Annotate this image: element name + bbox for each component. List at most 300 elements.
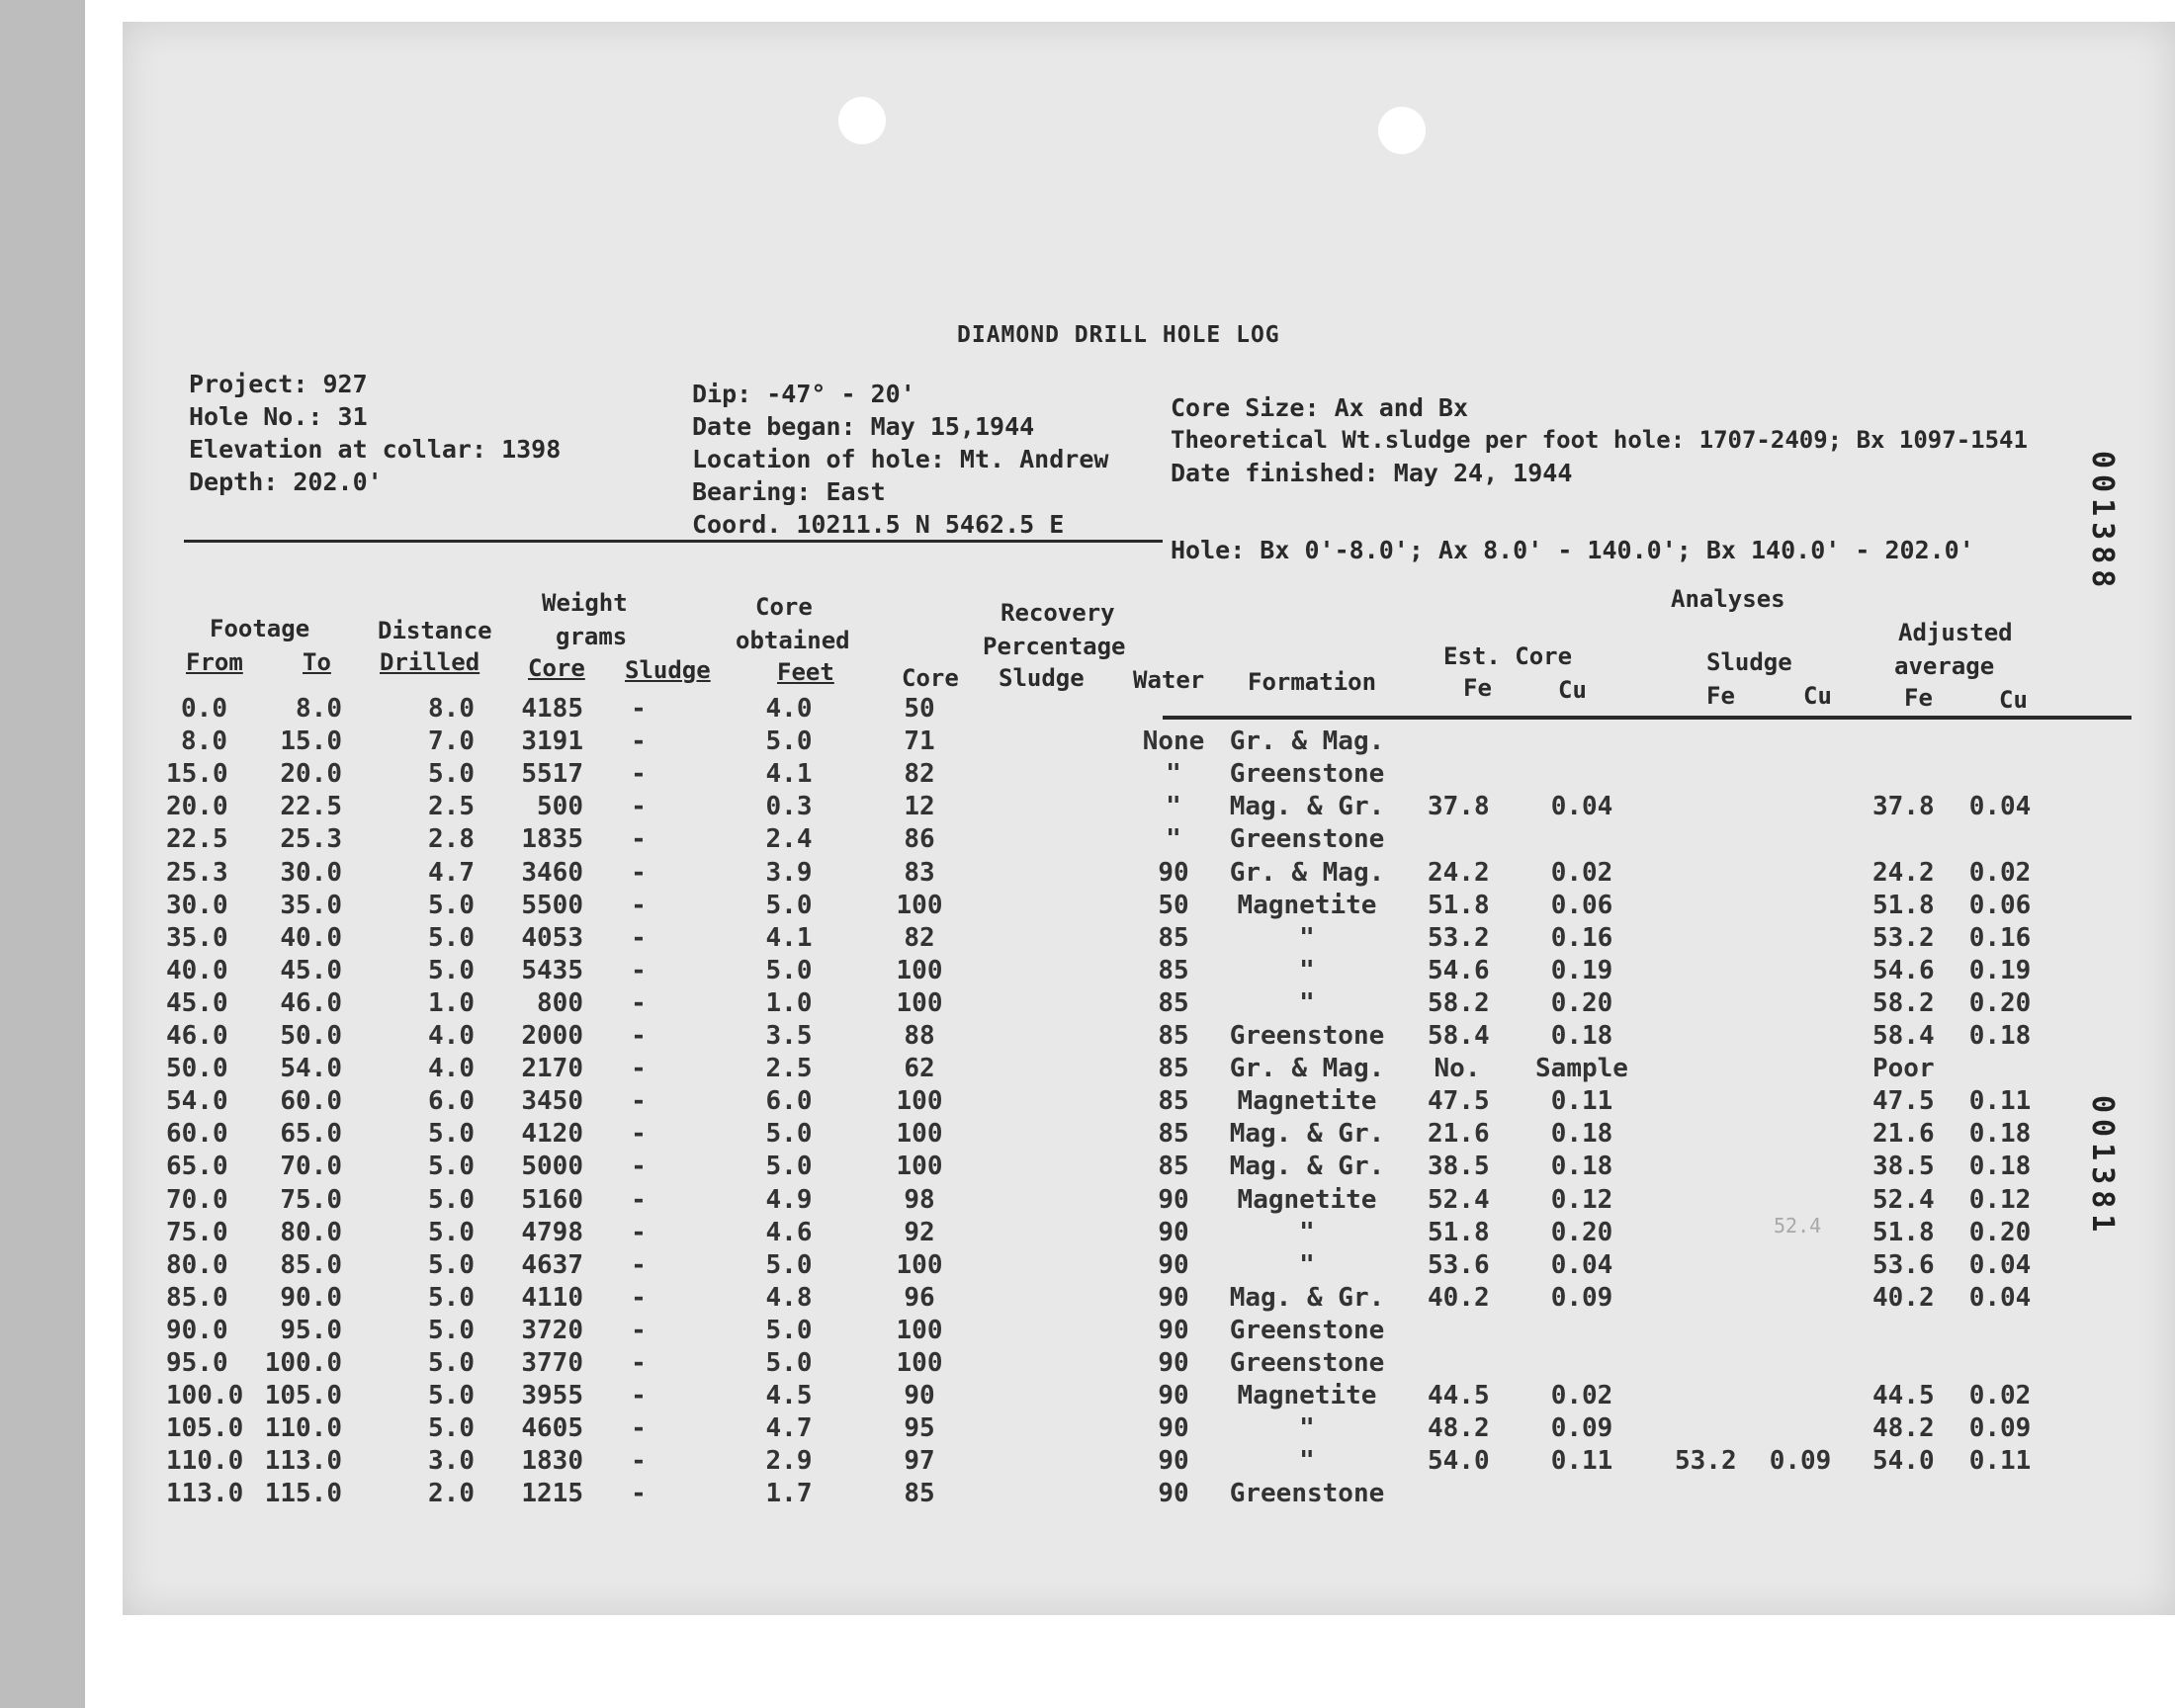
col-to: To [303,648,331,676]
cell-distance: 8.0 [428,694,475,724]
cell-distance: 5.0 [428,1348,475,1378]
col-recovery-core: Core [902,664,959,692]
cell-est-cu: 0.18 [1550,1119,1613,1150]
cell-est-fe: 58.2 [1428,987,1490,1018]
cell-weight-sludge: - [631,726,647,757]
cell-weight-sludge: - [631,1282,647,1313]
cell-est-cu: 0.09 [1550,1282,1613,1313]
cell-adjusted-cu: 0.04 [1968,1249,2032,1280]
cell-weight-sludge: - [631,890,647,920]
cell-formation: Magnetite [1237,1086,1377,1117]
cell-recovery-core: 82 [904,922,935,953]
theoretical-weight-line: Theoretical Wt.sludge per foot hole: 1707-2409; Bx 1097-1541 [1171,426,2028,454]
cell-est-cu: 0.06 [1550,890,1613,920]
cell-est-fe: 24.2 [1428,857,1490,888]
cell-water: 90 [1158,1446,1189,1477]
cell-weight-core: 1215 [521,1479,583,1509]
cell-formation: " [1299,955,1315,985]
cell-formation: Gr. & Mag. [1229,857,1385,888]
cell-core-feet: 5.0 [765,726,813,757]
cell-adjusted-cu: 0.04 [1968,792,2032,822]
cell-water: " [1166,792,1181,822]
cell-adjusted-fe: 24.2 [1872,857,1935,888]
cell-formation: Magnetite [1237,890,1377,920]
header-left [189,368,561,498]
cell-weight-core: 500 [537,792,583,822]
cell-weight-sludge: - [631,955,647,985]
cell-weight-core: 3450 [521,1086,583,1117]
cell-water: 90 [1158,1217,1189,1247]
cell-core-feet: 4.6 [765,1217,813,1247]
cell-distance: 5.0 [428,759,475,790]
cell-from: 30.0 [166,890,228,920]
col-feet: Feet [777,658,834,686]
cell-adjusted-fe: 54.0 [1872,1446,1935,1477]
cell-distance: 2.5 [428,792,475,822]
cell-distance: 5.0 [428,1249,475,1280]
faint-note: 52.4 [1774,1214,1822,1238]
cell-adjusted-fe: 58.4 [1872,1021,1935,1051]
cell-core-feet: 4.1 [765,922,813,953]
cell-water: 90 [1158,1479,1189,1509]
cell-adjusted-fe: 51.8 [1872,1217,1935,1247]
cell-from: 22.5 [166,824,228,855]
col-adjusted-cu: Cu [1999,686,2028,714]
cell-from: 110.0 [166,1446,244,1477]
cell-adjusted-cu: 0.20 [1968,987,2032,1018]
cell-water: 85 [1158,1054,1189,1084]
cell-to: 22.5 [280,792,342,822]
col-core-obtained-1: Core [755,593,813,621]
cell-weight-sludge: - [631,1184,647,1215]
cell-recovery-core: 100 [896,1348,943,1378]
cell-adjusted-fe: 40.2 [1872,1282,1935,1313]
cell-core-feet: 2.4 [765,824,813,855]
cell-core-feet: 5.0 [765,1152,813,1182]
cell-from: 70.0 [166,1184,228,1215]
cell-formation: Mag. & Gr. [1229,1119,1385,1150]
cell-adjusted-cu: 0.12 [1968,1184,2032,1215]
cell-to: 113.0 [264,1446,342,1477]
bearing-line: Bearing: East [692,477,886,506]
cell-core-feet: 2.5 [765,1054,813,1084]
cell-from: 25.3 [166,857,228,888]
cell-distance: 5.0 [428,1315,475,1345]
cell-core-feet: 3.9 [765,857,813,888]
cell-from: 85.0 [166,1282,228,1313]
table-row [0,1086,2175,1119]
table-row [0,1446,2175,1479]
cell-formation: Greenstone [1229,1348,1385,1378]
cell-distance: 2.8 [428,824,475,855]
cell-to: 75.0 [280,1184,342,1215]
cell-recovery-core: 50 [904,694,935,724]
table-row [0,1152,2175,1184]
cell-core-feet: 6.0 [765,1086,813,1117]
date-finished-line: Date finished: May 24, 1944 [1171,459,1573,487]
cell-est-cu: 0.18 [1550,1021,1613,1051]
cell-from: 100.0 [166,1381,244,1411]
cell-est-fe: 40.2 [1428,1282,1490,1313]
table-row [0,726,2175,759]
cell-est-fe: 58.4 [1428,1021,1490,1051]
cell-recovery-core: 96 [904,1282,935,1313]
cell-adjusted-cu: 0.18 [1968,1021,2032,1051]
cell-to: 85.0 [280,1249,342,1280]
table-row [0,923,2175,956]
cell-to: 45.0 [280,955,342,985]
cell-core-feet: 2.9 [765,1446,813,1477]
cell-water: 85 [1158,987,1189,1018]
cell-weight-sludge: - [631,1381,647,1411]
cell-weight-core: 4798 [521,1217,583,1247]
cell-adjusted-fe: 58.2 [1872,987,1935,1018]
cell-to: 8.0 [296,694,342,724]
cell-recovery-core: 100 [896,1249,943,1280]
table-row [0,1250,2175,1283]
cell-weight-sludge: - [631,1152,647,1182]
cell-adjusted-cu: 0.11 [1968,1086,2032,1117]
hole-sizes-line: Hole: Bx 0'-8.0'; Ax 8.0' - 140.0'; Bx 140.0' - 202.0' [1171,536,1974,564]
cell-weight-sludge: - [631,922,647,953]
table-row [0,1479,2175,1511]
cell-weight-core: 4110 [521,1282,583,1313]
table-row [0,858,2175,891]
cell-adjusted-fe: 37.8 [1872,792,1935,822]
punch-hole-right [1378,107,1426,154]
cell-recovery-core: 92 [904,1217,935,1247]
cell-adjusted-cu: 0.18 [1968,1119,2032,1150]
cell-est-cu: 0.04 [1550,792,1613,822]
cell-weight-sludge: - [631,694,647,724]
cell-adjusted-fe: 47.5 [1872,1086,1935,1117]
cell-formation: " [1299,922,1315,953]
cell-adjusted-fe: 53.6 [1872,1249,1935,1280]
cell-to: 110.0 [264,1413,342,1444]
cell-recovery-core: 100 [896,890,943,920]
dip-line: Dip: -47° - 20' [692,380,915,408]
cell-weight-core: 1835 [521,824,583,855]
cell-weight-core: 4637 [521,1249,583,1280]
table-row [0,988,2175,1021]
cell-distance: 5.0 [428,955,475,985]
cell-est-cu: 0.09 [1550,1413,1613,1444]
cell-est-fe: 53.6 [1428,1249,1490,1280]
cell-water: 50 [1158,890,1189,920]
cell-from: 20.0 [166,792,228,822]
cell-adjusted-cu: 0.06 [1968,890,2032,920]
cell-weight-core: 4120 [521,1119,583,1150]
cell-weight-core: 3770 [521,1348,583,1378]
cell-core-feet: 3.5 [765,1021,813,1051]
cell-water: 85 [1158,1119,1189,1150]
cell-recovery-core: 100 [896,1119,943,1150]
cell-est-fe: 52.4 [1428,1184,1490,1215]
cell-recovery-core: 71 [904,726,935,757]
cell-est-cu: 0.11 [1550,1446,1613,1477]
cell-core-feet: 5.0 [765,1249,813,1280]
cell-recovery-core: 97 [904,1446,935,1477]
cell-weight-sludge: - [631,1217,647,1247]
cell-weight-core: 5500 [521,890,583,920]
cell-adjusted-cu: 0.18 [1968,1152,2032,1182]
cell-weight-core: 1830 [521,1446,583,1477]
cell-weight-sludge: - [631,824,647,855]
col-weight-core: Core [528,654,585,682]
cell-core-feet: 5.0 [765,955,813,985]
cell-est-fe: No. [1434,1054,1481,1084]
cell-adjusted-fe: 48.2 [1872,1413,1935,1444]
punch-hole-left [838,97,886,144]
cell-to: 100.0 [264,1348,342,1378]
cell-from: 40.0 [166,955,228,985]
cell-weight-core: 5435 [521,955,583,985]
cell-formation: " [1299,1217,1315,1247]
cell-weight-sludge: - [631,1413,647,1444]
cell-weight-sludge: - [631,1119,647,1150]
cell-adjusted-fe: 44.5 [1872,1381,1935,1411]
cell-est-fe: 54.6 [1428,955,1490,985]
cell-est-fe: 47.5 [1428,1086,1490,1117]
cell-distance: 5.0 [428,1152,475,1182]
cell-distance: 5.0 [428,1413,475,1444]
col-footage: Footage [210,615,310,642]
cell-distance: 5.0 [428,1381,475,1411]
cell-distance: 5.0 [428,890,475,920]
cell-weight-sludge: - [631,1479,647,1509]
cell-core-feet: 4.0 [765,694,813,724]
col-average: average [1894,652,1995,680]
cell-weight-core: 4185 [521,694,583,724]
cell-formation: Greenstone [1229,1479,1385,1509]
cell-water: 90 [1158,1282,1189,1313]
cell-est-cu: 0.02 [1550,857,1613,888]
cell-recovery-core: 100 [896,1315,943,1345]
cell-weight-sludge: - [631,1446,647,1477]
cell-recovery-core: 86 [904,824,935,855]
cell-est-fe: 48.2 [1428,1413,1490,1444]
cell-est-cu: 0.20 [1550,987,1613,1018]
cell-recovery-core: 100 [896,1152,943,1182]
cell-water: 90 [1158,1381,1189,1411]
cell-distance: 5.0 [428,1217,475,1247]
col-weight: Weight [542,589,628,617]
cell-to: 25.3 [280,824,342,855]
cell-est-cu: Sample [1535,1054,1628,1084]
cell-formation: Magnetite [1237,1381,1377,1411]
cell-from: 0.0 [181,694,227,724]
cell-distance: 3.0 [428,1446,475,1477]
table-row [0,1218,2175,1250]
cell-adjusted-fe: 53.2 [1872,922,1935,953]
cell-water: 85 [1158,922,1189,953]
cell-adjusted-fe: 54.6 [1872,955,1935,985]
table-row [0,824,2175,857]
cell-formation: Greenstone [1229,1315,1385,1345]
cell-recovery-core: 90 [904,1381,935,1411]
cell-to: 54.0 [280,1054,342,1084]
cell-to: 80.0 [280,1217,342,1247]
cell-core-feet: 4.5 [765,1381,813,1411]
cell-weight-sludge: - [631,759,647,790]
cell-to: 35.0 [280,890,342,920]
cell-formation: " [1299,1446,1315,1477]
location-line: Location of hole: Mt. Andrew [692,445,1109,473]
cell-distance: 5.0 [428,1282,475,1313]
table-row [0,956,2175,988]
cell-est-fe: 51.8 [1428,1217,1490,1247]
cell-distance: 4.7 [428,857,475,888]
cell-adjusted-cu: 0.11 [1968,1446,2032,1477]
cell-recovery-core: 95 [904,1413,935,1444]
cell-core-feet: 4.7 [765,1413,813,1444]
cell-from: 50.0 [166,1054,228,1084]
cell-formation: " [1299,1249,1315,1280]
cell-est-fe: 44.5 [1428,1381,1490,1411]
col-sludge-fe: Fe [1706,682,1735,710]
col-adjusted-fe: Fe [1904,684,1933,712]
side-stamp-top: 001388 [2085,451,2120,594]
cell-water: 85 [1158,955,1189,985]
cell-recovery-core: 83 [904,857,935,888]
cell-from: 75.0 [166,1217,228,1247]
cell-weight-core: 4053 [521,922,583,953]
col-percentage: Percentage [983,633,1126,660]
table-row [0,1021,2175,1054]
cell-formation: Greenstone [1229,824,1385,855]
cell-weight-sludge: - [631,1021,647,1051]
table-row [0,694,2175,726]
cell-formation: Magnetite [1237,1184,1377,1215]
cell-adjusted-cu: 0.19 [1968,955,2032,985]
cell-weight-sludge: - [631,792,647,822]
cell-core-feet: 5.0 [765,1119,813,1150]
cell-weight-core: 3720 [521,1315,583,1345]
cell-weight-core: 3460 [521,857,583,888]
cell-recovery-core: 85 [904,1479,935,1509]
cell-est-fe: 38.5 [1428,1152,1490,1182]
cell-core-feet: 4.1 [765,759,813,790]
cell-formation: " [1299,1413,1315,1444]
cell-from: 80.0 [166,1249,228,1280]
cell-distance: 4.0 [428,1054,475,1084]
col-analyses: Analyses [1671,585,1785,613]
cell-weight-sludge: - [631,1348,647,1378]
col-drilled: Drilled [380,648,480,676]
cell-distance: 1.0 [428,987,475,1018]
cell-from: 90.0 [166,1315,228,1345]
cell-to: 46.0 [280,987,342,1018]
cell-sludge-fe: 53.2 [1675,1446,1737,1477]
col-core-obtained-2: obtained [736,627,850,654]
cell-water: 90 [1158,1315,1189,1345]
cell-water: " [1166,824,1181,855]
coord-line: Coord. 10211.5 N 5462.5 E [692,510,1065,539]
date-began-line: Date began: May 15,1944 [692,412,1035,441]
col-est-fe: Fe [1463,674,1492,702]
col-water: Water [1133,666,1205,694]
cell-recovery-core: 62 [904,1054,935,1084]
cell-from: 45.0 [166,987,228,1018]
cell-adjusted-cu: 0.02 [1968,857,2032,888]
cell-weight-core: 3955 [521,1381,583,1411]
table-row [0,891,2175,923]
cell-adjusted-fe: 21.6 [1872,1119,1935,1150]
cell-est-cu: 0.12 [1550,1184,1613,1215]
cell-recovery-core: 100 [896,1086,943,1117]
cell-est-cu: 0.20 [1550,1217,1613,1247]
cell-weight-core: 2000 [521,1021,583,1051]
table-row [0,1119,2175,1152]
cell-from: 95.0 [166,1348,228,1378]
table-row [0,1185,2175,1218]
cell-formation: Mag. & Gr. [1229,1152,1385,1182]
depth-line: Depth: 202.0' [189,468,383,496]
cell-to: 95.0 [280,1315,342,1345]
cell-distance: 5.0 [428,1184,475,1215]
cell-weight-sludge: - [631,1315,647,1345]
cell-weight-sludge: - [631,987,647,1018]
cell-to: 115.0 [264,1479,342,1509]
cell-core-feet: 1.7 [765,1479,813,1509]
col-from: From [186,648,243,676]
cell-adjusted-fe: 51.8 [1872,890,1935,920]
cell-formation: Greenstone [1229,1021,1385,1051]
cell-to: 70.0 [280,1152,342,1182]
cell-adjusted-cu: 0.20 [1968,1217,2032,1247]
table-row [0,1283,2175,1316]
cell-to: 65.0 [280,1119,342,1150]
cell-weight-core: 3191 [521,726,583,757]
cell-recovery-core: 100 [896,955,943,985]
cell-adjusted-fe: 38.5 [1872,1152,1935,1182]
hole-no-line: Hole No.: 31 [189,402,368,431]
cell-from: 105.0 [166,1413,244,1444]
document-title: DIAMOND DRILL HOLE LOG [957,322,1280,348]
cell-core-feet: 4.8 [765,1282,813,1313]
cell-weight-sludge: - [631,857,647,888]
cell-water: 90 [1158,857,1189,888]
cell-to: 40.0 [280,922,342,953]
cell-distance: 6.0 [428,1086,475,1117]
cell-adjusted-cu: 0.02 [1968,1381,2032,1411]
cell-weight-core: 800 [537,987,583,1018]
cell-to: 60.0 [280,1086,342,1117]
cell-sludge-cu: 0.09 [1769,1446,1832,1477]
col-weight-sludge: Sludge [625,656,711,684]
cell-recovery-core: 12 [904,792,935,822]
cell-weight-core: 5000 [521,1152,583,1182]
col-grams: grams [556,623,628,650]
cell-recovery-core: 82 [904,759,935,790]
cell-from: 113.0 [166,1479,244,1509]
cell-core-feet: 1.0 [765,987,813,1018]
col-sludge: Sludge [1706,648,1792,676]
table-row [0,1413,2175,1446]
cell-water: 85 [1158,1152,1189,1182]
cell-water: 90 [1158,1184,1189,1215]
cell-water: " [1166,759,1181,790]
col-recovery: Recovery [1000,599,1115,627]
cell-to: 15.0 [280,726,342,757]
cell-to: 105.0 [264,1381,342,1411]
cell-est-fe: 53.2 [1428,922,1490,953]
cell-est-cu: 0.16 [1550,922,1613,953]
cell-distance: 7.0 [428,726,475,757]
cell-core-feet: 4.9 [765,1184,813,1215]
col-est-cu: Cu [1558,676,1587,704]
cell-from: 15.0 [166,759,228,790]
